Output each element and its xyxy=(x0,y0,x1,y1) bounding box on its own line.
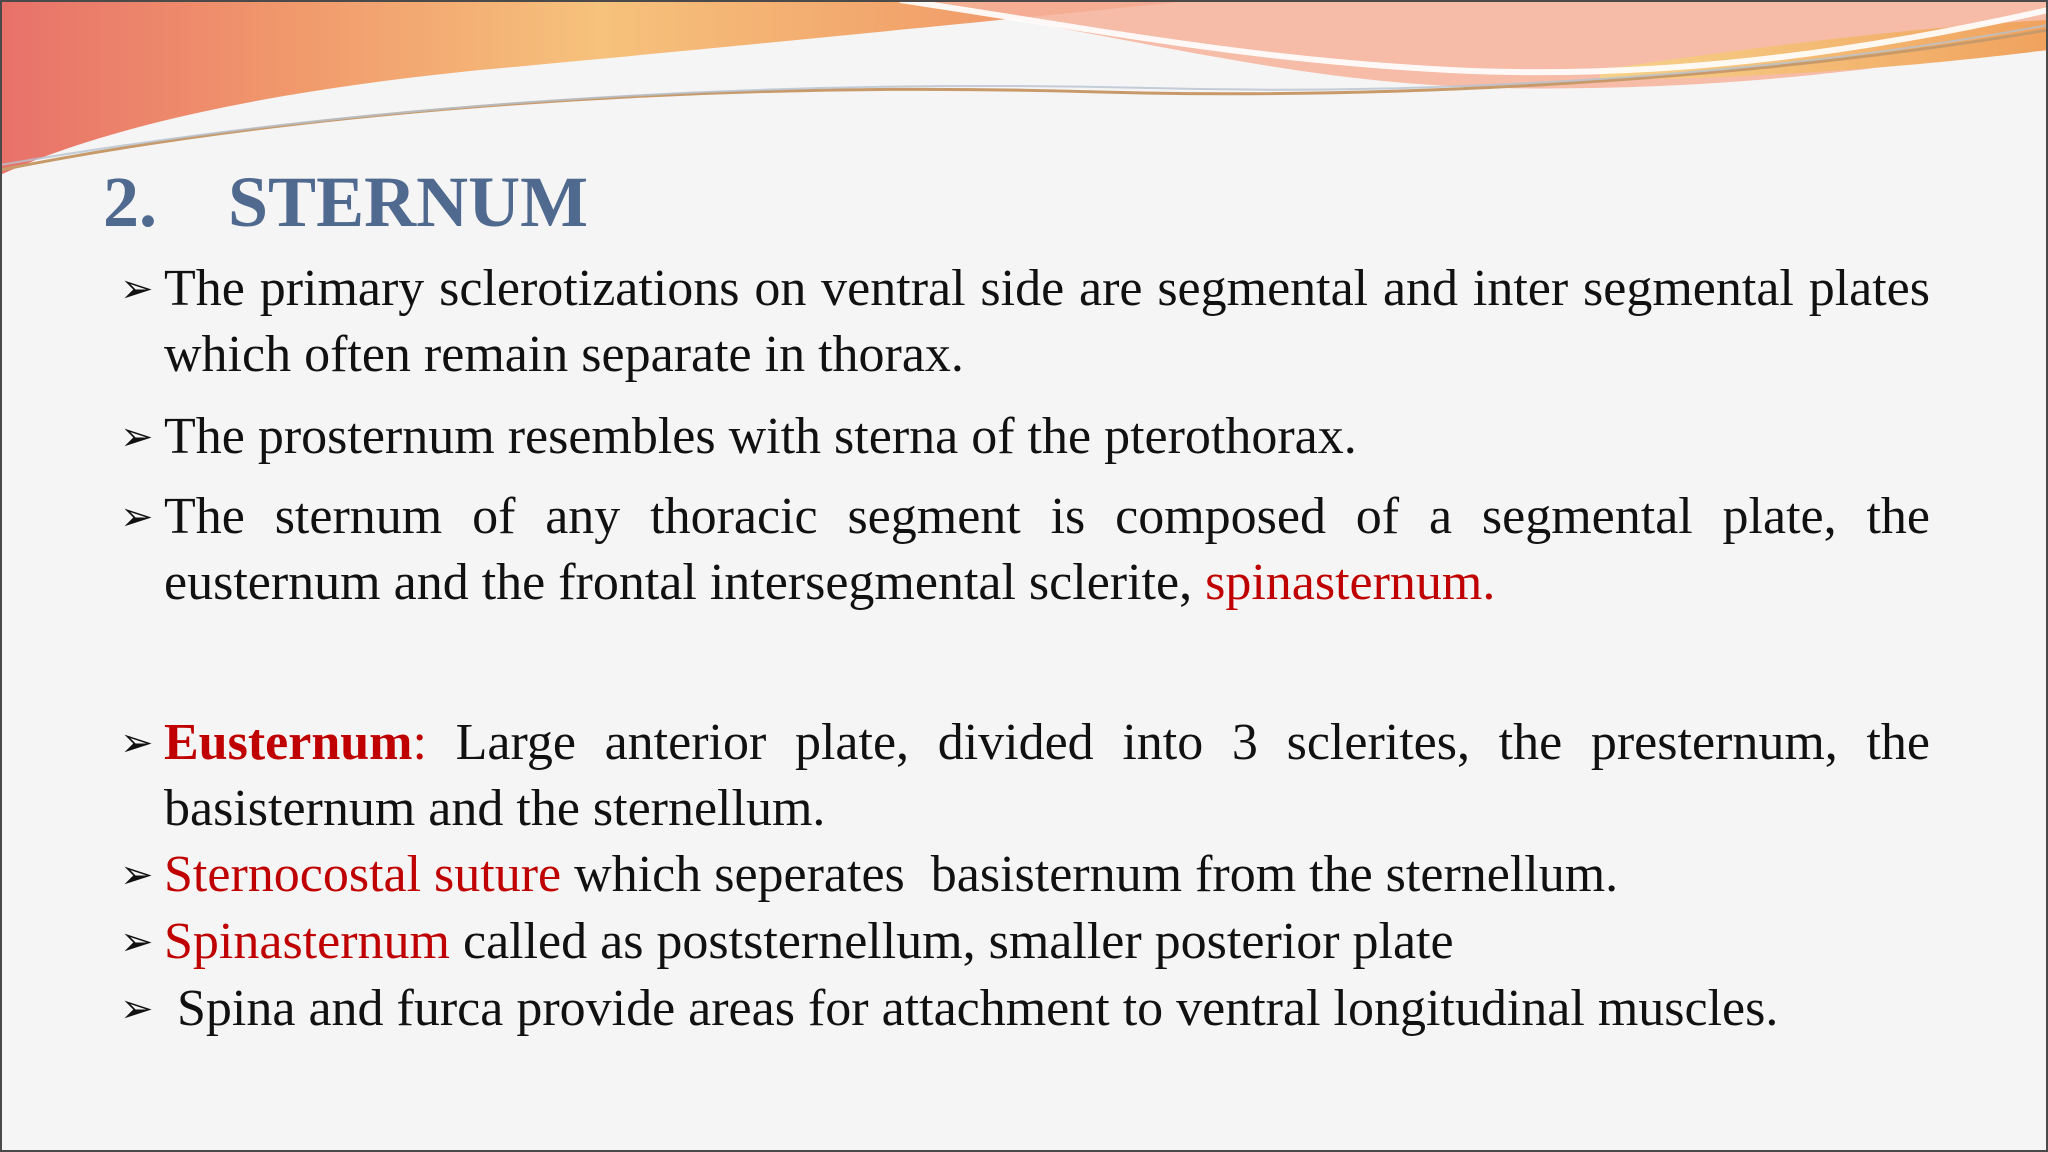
highlight-term: Sternocostal suture xyxy=(164,846,562,903)
arrow-bullet-icon: ➢ xyxy=(120,852,154,898)
title-text: STERNUM xyxy=(228,162,589,242)
arrow-bullet-icon: ➢ xyxy=(120,414,154,460)
bullet-text-part: Large anterior plate, divided into 3 sclerites, the presternum, the basisternum and the sternellum. xyxy=(164,714,1930,837)
bullet-text xyxy=(164,842,1930,908)
title-number: 2. xyxy=(103,162,157,242)
bullet-text-part: called as poststernellum, smaller posterior plate xyxy=(449,913,1454,970)
bullet-text: Spina and furca provide areas for attachment to ventral longitudinal muscles. xyxy=(164,980,1779,1037)
bullet-item xyxy=(120,909,1930,975)
bullet-item xyxy=(120,842,1930,908)
bullet-text: The primary sclerotizations on ventral side are segmental and inter segmental plates which often remain separate in thorax. xyxy=(164,260,1930,383)
arrow-bullet-icon: ➢ xyxy=(120,986,154,1032)
bullet-item xyxy=(120,976,1930,1042)
bullet-item xyxy=(120,484,1930,616)
bullet-text-part: The sternum of any thoracic segment is composed of a segmental plate, the eusternum and the frontal intersegmental sclerite, xyxy=(164,488,1930,611)
bullet-item xyxy=(120,256,1930,388)
highlight-term: spinasternum. xyxy=(1205,554,1496,611)
arrow-bullet-icon: ➢ xyxy=(120,919,154,965)
bullet-text xyxy=(164,710,1930,842)
arrow-bullet-icon: ➢ xyxy=(120,494,154,540)
term-separator: : xyxy=(412,714,427,771)
arrow-bullet-icon: ➢ xyxy=(120,720,154,766)
arrow-bullet-icon: ➢ xyxy=(120,266,154,312)
bullet-text: The prosternum resembles with sterna of the pterothorax. xyxy=(164,408,1357,465)
bullet-text xyxy=(164,909,1930,975)
highlight-term: Eusternum xyxy=(164,714,413,771)
bullet-item xyxy=(120,710,1930,842)
bullet-text-part: which seperates basisternum from the sternellum. xyxy=(561,846,1619,903)
highlight-term: Spinasternum xyxy=(164,913,450,970)
slide-title xyxy=(103,158,588,246)
bullet-text xyxy=(164,484,1930,616)
bullet-item xyxy=(120,404,1930,470)
